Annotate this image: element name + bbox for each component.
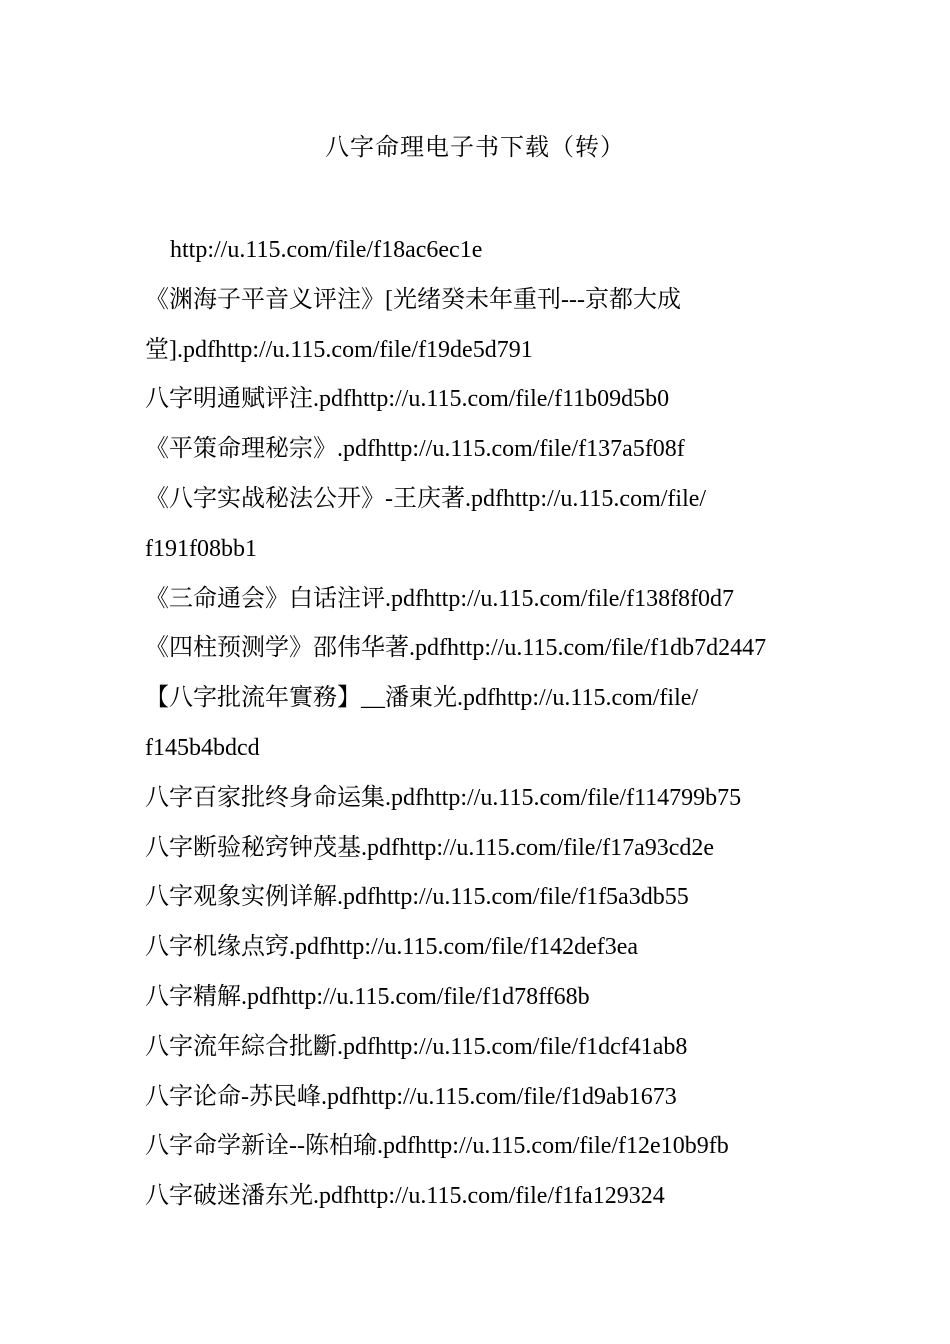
text-line: 八字论命-苏民峰.pdfhttp://u.115.com/file/f1d9ab1673 bbox=[145, 1083, 677, 1110]
text-line: 八字命学新诠--陈柏瑜.pdfhttp://u.115.com/file/f12e10b9fb bbox=[145, 1133, 729, 1160]
text-line: 八字流年綜合批斷.pdfhttp://u.115.com/file/f1dcf41ab8 bbox=[145, 1033, 688, 1060]
text-line: 《三命通会》白话注评.pdfhttp://u.115.com/file/f138f8f0d7 bbox=[145, 585, 735, 612]
text-line: 八字百家批终身命运集.pdfhttp://u.115.com/file/f114799b75 bbox=[145, 784, 742, 811]
text-line: 堂].pdfhttp://u.115.com/file/f19de5d791 bbox=[145, 336, 533, 363]
text-line: 《平策命理秘宗》.pdfhttp://u.115.com/file/f137a5f08f bbox=[145, 436, 685, 463]
text-line: 八字机缘点窍.pdfhttp://u.115.com/file/f142def3ea bbox=[145, 934, 639, 961]
text-line: f191f08bb1 bbox=[145, 535, 257, 562]
text-line: 八字破迷潘东光.pdfhttp://u.115.com/file/f1fa129324 bbox=[145, 1183, 665, 1210]
text-line: http://u.115.com/file/f18ac6ec1e bbox=[170, 237, 483, 263]
text-line: 八字精解.pdfhttp://u.115.com/file/f1d78ff68b bbox=[145, 983, 590, 1010]
text-line: 八字明通赋评注.pdfhttp://u.115.com/file/f11b09d5b0 bbox=[145, 386, 670, 413]
document-title: 八字命理电子书下载（转） bbox=[325, 135, 625, 161]
text-line: 《四柱预测学》邵伟华著.pdfhttp://u.115.com/file/f1db7d2447 bbox=[145, 635, 767, 662]
document-body bbox=[145, 226, 825, 1222]
text-line: 【八字批流年實務】__潘東光.pdfhttp://u.115.com/file/ bbox=[145, 685, 699, 712]
text-line: 《渊海子平音义评注》[光绪癸未年重刊---京都大成 bbox=[145, 286, 681, 313]
text-line: 八字观象实例详解.pdfhttp://u.115.com/file/f1f5a3db55 bbox=[145, 884, 689, 911]
text-line: 八字断验秘窍钟茂基.pdfhttp://u.115.com/file/f17a93cd2e bbox=[145, 834, 715, 861]
text-line: f145b4bdcd bbox=[145, 734, 260, 761]
text-line: 《八字实战秘法公开》-王庆著.pdfhttp://u.115.com/file/ bbox=[145, 485, 707, 512]
